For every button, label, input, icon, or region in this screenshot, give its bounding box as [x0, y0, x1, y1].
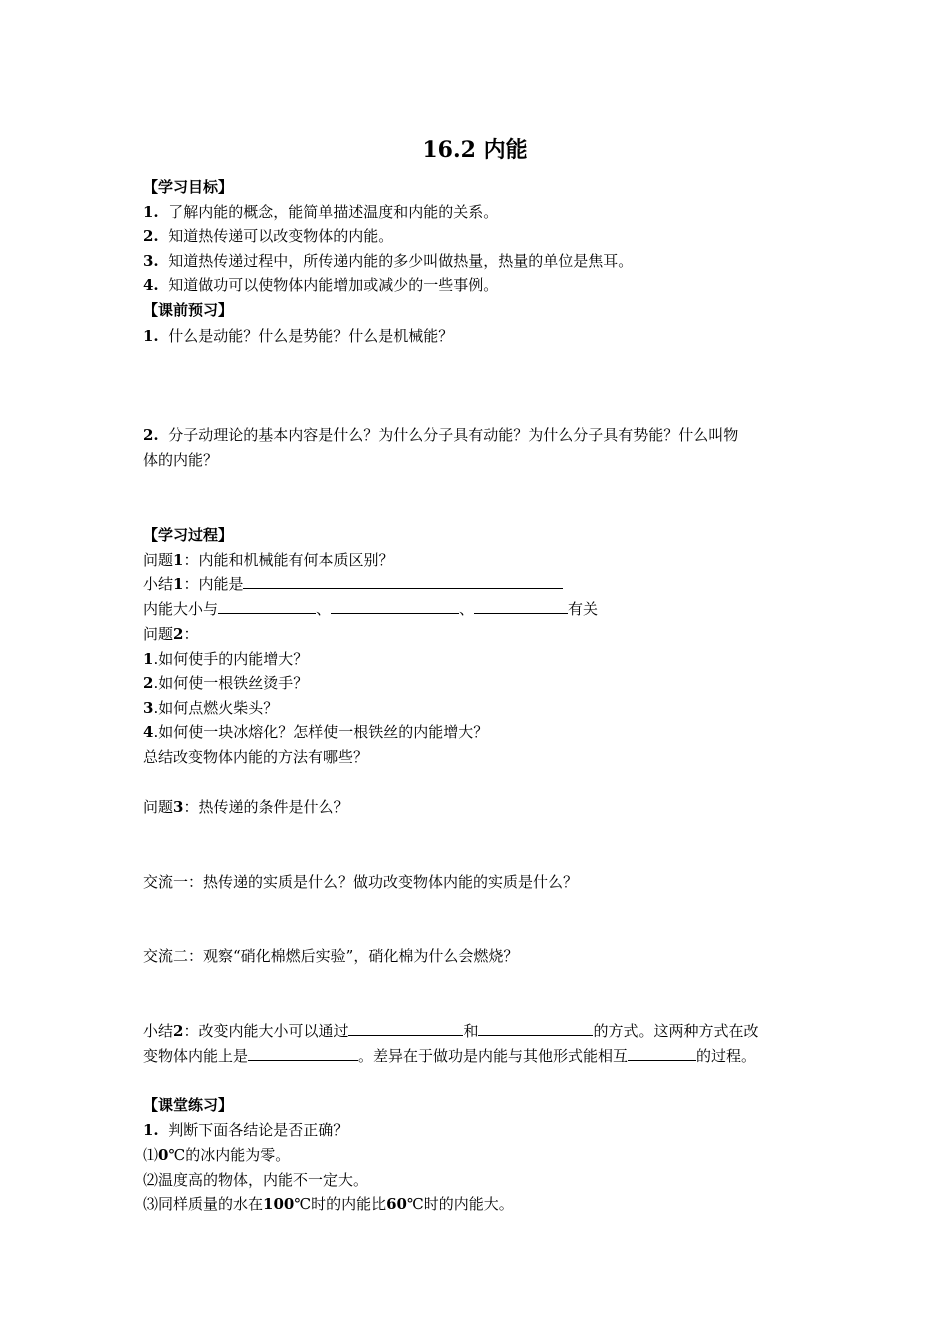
answer-blank[interactable] [474, 599, 568, 614]
sub-question-text: .如何使一根铁丝烫手？ [153, 674, 309, 692]
statement-number: 60 [386, 1195, 407, 1213]
practice-heading: 【课堂练习】 [143, 1096, 234, 1114]
objective-item [143, 202, 498, 222]
statement-marker: ⑴ [143, 1146, 159, 1164]
problem-3 [143, 797, 348, 817]
problem-1 [143, 550, 393, 570]
preview-heading: 【课前预习】 [143, 301, 234, 319]
sub-question-text: .如何使手的内能增大？ [153, 650, 309, 668]
sub-question [143, 698, 278, 718]
statement-2: ⑵温度高的物体，内能不一定大。 [143, 1171, 369, 1189]
summary-text: 和 [463, 1022, 479, 1040]
statement-1 [143, 1145, 290, 1165]
summary-2-continuation [143, 1046, 756, 1066]
question-number: 1. [143, 1121, 159, 1139]
problem-number: 2 [173, 625, 184, 643]
problem-text: ：热传递的条件是什么？ [183, 798, 349, 816]
summary-1 [143, 574, 563, 594]
objective-text: 知道热传递过程中，所传递内能的多少叫做热量，热量的单位是焦耳。 [168, 252, 634, 270]
problem-label: 问题 [143, 625, 174, 643]
statement-text: ℃时的内能大。 [406, 1195, 514, 1213]
page-title: 16.2 内能 [422, 137, 528, 163]
sub-question [143, 673, 308, 693]
objective-number: 2. [143, 227, 159, 245]
question-number: 2. [143, 426, 159, 444]
summary-text: 变物体内能上是 [143, 1047, 249, 1065]
sub-question-number: 1 [143, 650, 154, 668]
problem-label: 问题 [143, 551, 174, 569]
preview-question-1 [143, 326, 453, 346]
summary-label: 小结 [143, 1022, 174, 1040]
answer-blank[interactable] [348, 1021, 463, 1036]
answer-blank[interactable] [628, 1046, 696, 1061]
objectives-heading: 【学习目标】 [143, 178, 234, 196]
statement-3 [143, 1194, 514, 1214]
answer-blank[interactable] [331, 599, 459, 614]
summary-methods: 总结改变物体内能的方法有哪些？ [143, 748, 369, 766]
sub-question-text: .如何点燃火柴头？ [153, 699, 279, 717]
question-text: 什么是动能？什么是势能？什么是机械能？ [168, 327, 454, 345]
objective-text: 了解内能的概念，能简单描述温度和内能的关系。 [168, 203, 499, 221]
statement-text: ℃时的内能比 [294, 1195, 387, 1213]
question-text: 分子动理论的基本内容是什么？为什么分子具有动能？为什么分子具有势能？什么叫物 [168, 426, 739, 444]
statement-number: 100 [263, 1195, 295, 1213]
preview-question-2 [143, 425, 738, 445]
summary-2 [143, 1021, 759, 1041]
question-number: 1. [143, 327, 159, 345]
preview-question-2-continuation: 体的内能？ [143, 451, 219, 469]
objective-item [143, 251, 633, 271]
statement-text: ⑶同样质量的水在 [143, 1195, 264, 1213]
summary-text: 的方式。这两种方式在改 [593, 1022, 759, 1040]
answer-blank[interactable] [243, 574, 563, 589]
objective-item [143, 275, 498, 295]
statement-number: 0 [158, 1146, 169, 1164]
sub-question-text: .如何使一块冰熔化？怎样使一根铁丝的内能增大？ [153, 723, 489, 741]
problem-number: 1 [173, 551, 184, 569]
objective-number: 4. [143, 276, 159, 294]
summary-text: ：内能是 [183, 575, 244, 593]
summary-text: 。差异在于做功是内能与其他形式能相互 [358, 1047, 629, 1065]
objective-number: 1. [143, 203, 159, 221]
exchange-2: 交流二：观察“硝化棉燃后实验”，硝化棉为什么会燃烧？ [143, 947, 519, 965]
summary-text: ：改变内能大小可以通过 [183, 1022, 349, 1040]
objective-text: 知道做功可以使物体内能增加或减少的一些事例。 [168, 276, 499, 294]
sub-question [143, 722, 488, 742]
summary-number: 1 [173, 575, 184, 593]
problem-number: 3 [173, 798, 184, 816]
objective-item [143, 226, 393, 246]
problem-label: 问题 [143, 798, 174, 816]
sub-question-number: 2 [143, 674, 154, 692]
problem-colon: ： [183, 625, 199, 643]
sub-question-number: 3 [143, 699, 154, 717]
question-text: 判断下面各结论是否正确？ [168, 1121, 349, 1139]
factors-suffix: 有关 [568, 600, 599, 618]
objective-text: 知道热传递可以改变物体的内能。 [168, 227, 394, 245]
summary-number: 2 [173, 1022, 184, 1040]
objective-number: 3. [143, 252, 159, 270]
inner-energy-factors [143, 599, 598, 619]
problem-text: ：内能和机械能有何本质区别？ [183, 551, 394, 569]
problem-2 [143, 624, 198, 644]
statement-text: ℃的冰内能为零。 [168, 1146, 291, 1164]
exchange-1: 交流一：热传递的实质是什么？做功改变物体内能的实质是什么？ [143, 873, 579, 891]
summary-text: 的过程。 [696, 1047, 757, 1065]
answer-blank[interactable] [478, 1021, 593, 1036]
practice-question-1 [143, 1120, 348, 1140]
summary-label: 小结 [143, 575, 174, 593]
process-heading: 【学习过程】 [143, 526, 234, 544]
answer-blank[interactable] [248, 1046, 358, 1061]
answer-blank[interactable] [218, 599, 316, 614]
sub-question-number: 4 [143, 723, 154, 741]
factors-prefix: 内能大小与 [143, 600, 219, 618]
sub-question [143, 649, 308, 669]
separator: 、 [459, 600, 475, 618]
separator: 、 [316, 600, 332, 618]
